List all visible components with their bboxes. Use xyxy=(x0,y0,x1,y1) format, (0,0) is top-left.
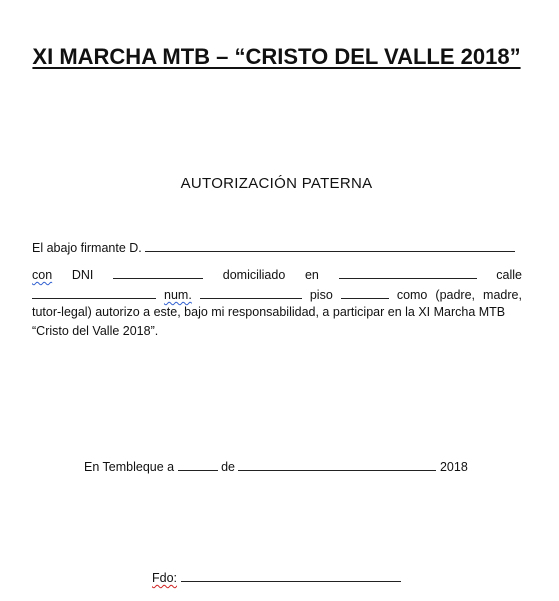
word-piso: piso xyxy=(309,288,333,302)
word-de: de xyxy=(221,460,235,474)
street-blank[interactable] xyxy=(32,286,156,299)
firmante-label: El abajo firmante D. xyxy=(32,241,142,255)
document-title: XI MARCHA MTB – “CRISTO DEL VALLE 2018” xyxy=(32,44,521,69)
dni-blank[interactable] xyxy=(113,266,203,279)
word-dni: DNI xyxy=(71,268,94,282)
month-blank[interactable] xyxy=(238,458,436,471)
place-label: En Tembleque a xyxy=(84,460,175,474)
place-date-line xyxy=(84,458,468,474)
city-blank[interactable] xyxy=(339,266,477,279)
event-name-line: “Cristo del Valle 2018”. xyxy=(32,324,159,338)
signature-blank[interactable] xyxy=(181,569,401,582)
word-como: como xyxy=(396,288,428,302)
day-blank[interactable] xyxy=(178,458,218,471)
word-con: con xyxy=(32,268,53,282)
word-madre: madre, xyxy=(483,288,522,302)
word-en: en xyxy=(304,268,319,282)
firmante-line xyxy=(32,239,515,255)
street-row xyxy=(32,286,522,302)
year-label: 2018 xyxy=(439,460,468,474)
floor-blank[interactable] xyxy=(341,286,389,299)
number-blank[interactable] xyxy=(200,286,302,299)
authorization-text-line: tutor-legal) autorizo a este, bajo mi responsabilidad, a participar en la XI Marcha MTB xyxy=(32,305,506,319)
signature-label: Fdo: xyxy=(152,571,178,585)
firmante-name-blank[interactable] xyxy=(145,239,515,252)
word-domiciliado: domiciliado xyxy=(222,268,286,282)
word-calle: calle xyxy=(496,268,522,282)
dni-address-row xyxy=(32,266,522,282)
signature-line xyxy=(152,569,401,585)
word-num: num. xyxy=(164,288,192,302)
word-padre: (padre, xyxy=(435,288,476,302)
document-subtitle: AUTORIZACIÓN PATERNA xyxy=(180,175,373,192)
